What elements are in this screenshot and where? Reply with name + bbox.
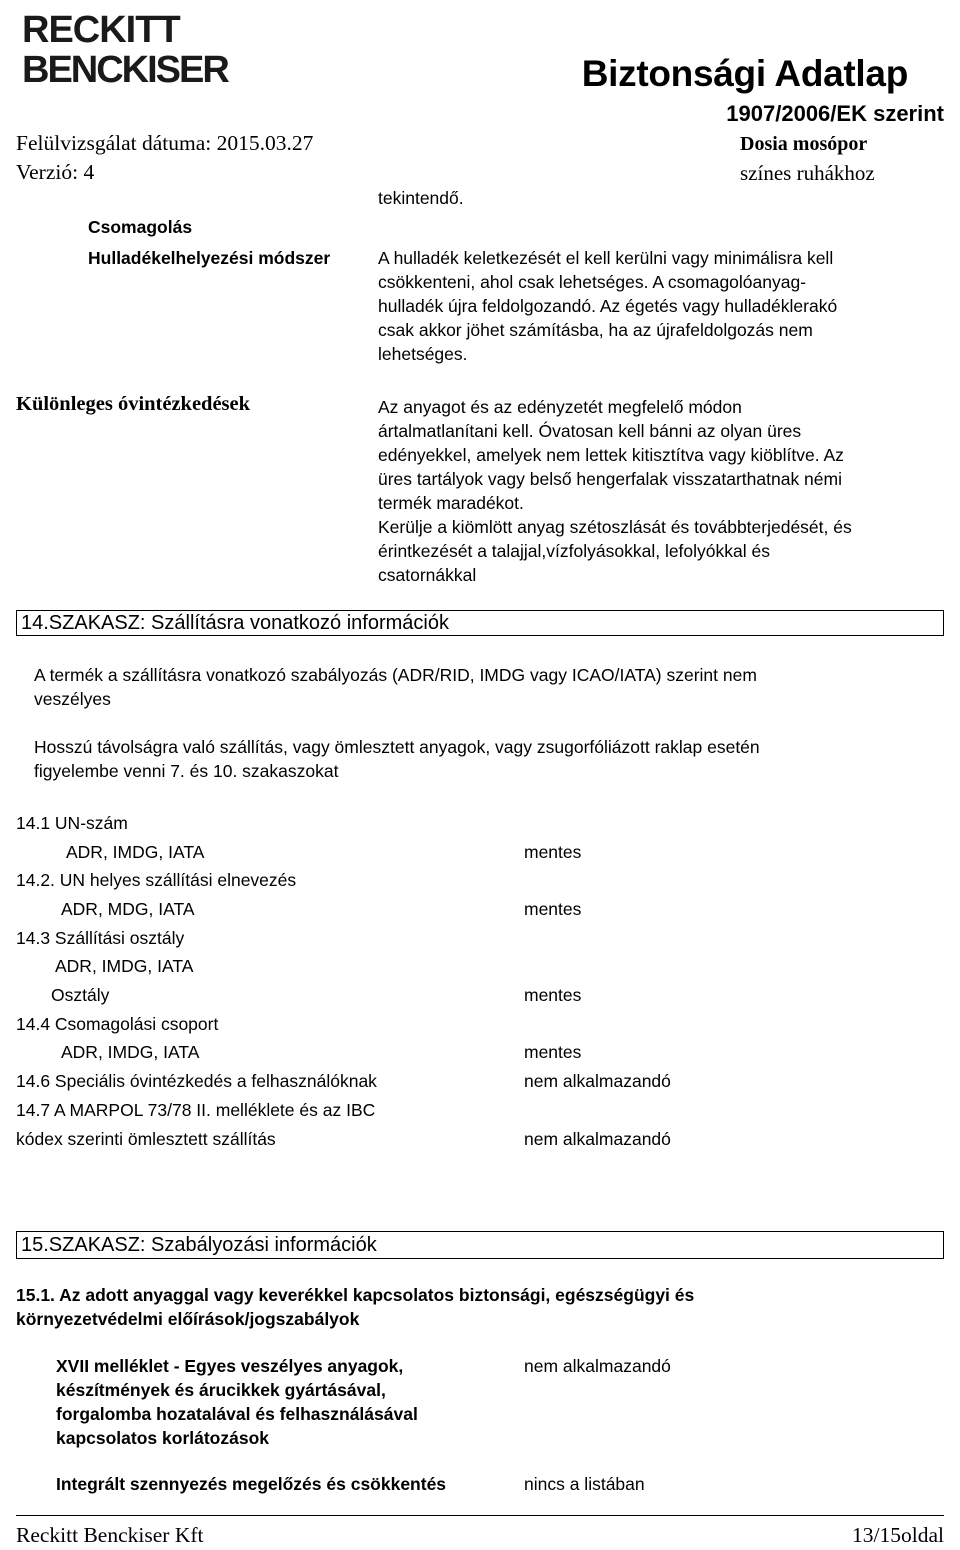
text-line: érintkezését a talajjal,vízfolyásokkal, lefolyókkal és [378, 541, 770, 561]
regulation-reference: 1907/2006/EK szerint [726, 101, 944, 126]
un-number-heading: 14.1 UN-szám [16, 813, 128, 833]
text-line: csatornákkal [378, 565, 477, 585]
text-line: hulladék újra feldolgozandó. Az égetés vagy hulladéklerakó [378, 296, 838, 316]
text-line: csökkenteni, ahol csak lehetséges. A csomagolóanyag- [378, 272, 807, 292]
packing-group-modes: ADR, IMDG, IATA [61, 1042, 200, 1062]
ippc-label: Integrált szennyezés megelőzés és csökkentés [56, 1474, 447, 1494]
footer-company: Reckitt Benckiser Kft [16, 1523, 204, 1547]
transport-long-distance-text [34, 735, 760, 783]
special-precautions-user-value: nem alkalmazandó [524, 1071, 671, 1091]
transport-class-modes: ADR, IMDG, IATA [55, 956, 194, 976]
packing-group-heading: 14.4 Csomagolási csoport [16, 1014, 219, 1034]
section-15-1-heading [16, 1283, 694, 1331]
text-line: A hulladék keletkezését el kell kerülni vagy minimálisra kell [378, 248, 834, 268]
text-line: üres tartályok vagy belső hengerfalak visszatarthatnak némi [378, 469, 842, 489]
product-variant: színes ruhákhoz [740, 161, 875, 185]
text-line: Hosszú távolságra való szállítás, vagy ömlesztett anyagok, vagy zsugorfóliázott raklap esetén [34, 737, 760, 757]
text-line: csak akkor jöhet számításba, ha az újrafeldolgozás nem [378, 320, 813, 340]
marpol-label-line2: kódex szerinti ömlesztett szállítás [16, 1129, 276, 1149]
disposal-method-label: Hulladékelhelyezési módszer [88, 248, 331, 268]
section-14-title: 14.SZAKASZ: Szállításra vonatkozó információk [21, 612, 449, 634]
transport-class-heading: 14.3 Szállítási osztály [16, 928, 185, 948]
company-logo [20, 6, 242, 88]
class-label: Osztály [51, 985, 110, 1005]
text-line: forgalomba hozatalával és felhasználásával [56, 1404, 418, 1424]
text-line: XVII melléklet - Egyes veszélyes anyagok, [56, 1356, 404, 1376]
text-line: kapcsolatos korlátozások [56, 1428, 269, 1448]
logo-line2: BENCKISER [22, 49, 228, 88]
section-14-header [16, 610, 944, 636]
text-line: A termék a szállításra vonatkozó szabályozás (ADR/RID, IMDG vagy ICAO/IATA) szerint nem [34, 665, 757, 685]
revision-date: Felülvizsgálat dátuma: 2015.03.27 [16, 131, 314, 155]
section-15-header [16, 1231, 944, 1259]
packaging-label: Csomagolás [88, 217, 193, 237]
un-number-value: mentes [524, 842, 582, 862]
text-line: figyelembe venni 7. és 10. szakaszokat [34, 761, 339, 781]
section-15-title: 15.SZAKASZ: Szabályozási információk [21, 1234, 377, 1256]
un-number-modes: ADR, IMDG, IATA [66, 842, 205, 862]
footer-divider [16, 1515, 944, 1516]
footer-page-number: 13/15oldal [852, 1523, 944, 1547]
version-number: Verzió: 4 [16, 160, 95, 184]
annex-17-value: nem alkalmazandó [524, 1356, 671, 1376]
shipping-name-heading: 14.2. UN helyes szállítási elnevezés [16, 870, 297, 890]
special-precautions-label: Különleges óvintézkedések [16, 393, 251, 415]
shipping-name-modes: ADR, MDG, IATA [61, 899, 195, 919]
shipping-name-value: mentes [524, 899, 582, 919]
text-line: edényekkel, amelyek nem lettek kitisztítva vagy kiöblítve. Az [378, 445, 844, 465]
text-line: veszélyes [34, 689, 111, 709]
disposal-method-text [378, 246, 837, 366]
text-line: környezetvédelmi előírások/jogszabályok [16, 1309, 360, 1329]
text-line: termék maradékot. [378, 493, 524, 513]
marpol-value: nem alkalmazandó [524, 1129, 671, 1149]
transport-intro-text [34, 663, 757, 711]
text-line: Kerülje a kiömlött anyag szétoszlását és továbbterjedését, és [378, 517, 852, 537]
text-line: ártalmatlanítani kell. Óvatosan kell bánni az olyan üres [378, 421, 802, 441]
text-line: lehetséges. [378, 344, 468, 364]
text-line: Az anyagot és az edényzetét megfelelő módon [378, 397, 742, 417]
marpol-label-line1: 14.7 A MARPOL 73/78 II. melléklete és az IBC [16, 1100, 376, 1120]
special-precautions-text [378, 395, 852, 587]
class-value: mentes [524, 985, 582, 1005]
text-line: készítmények és árucikkek gyártásával, [56, 1380, 386, 1400]
product-name: Dosia mosópor [740, 133, 868, 155]
annex-17-label [56, 1354, 418, 1450]
document-title: Biztonsági Adatlap [581, 53, 908, 94]
special-precautions-user-label: 14.6 Speciális óvintézkedés a felhasználóknak [16, 1071, 377, 1091]
continued-text: tekintendő. [378, 188, 464, 208]
packing-group-value: mentes [524, 1042, 582, 1062]
text-line: 15.1. Az adott anyaggal vagy keverékkel kapcsolatos biztonsági, egészségügyi és [16, 1285, 695, 1305]
logo-line1: RECKITT [22, 9, 180, 51]
ippc-value: nincs a listában [524, 1474, 645, 1494]
